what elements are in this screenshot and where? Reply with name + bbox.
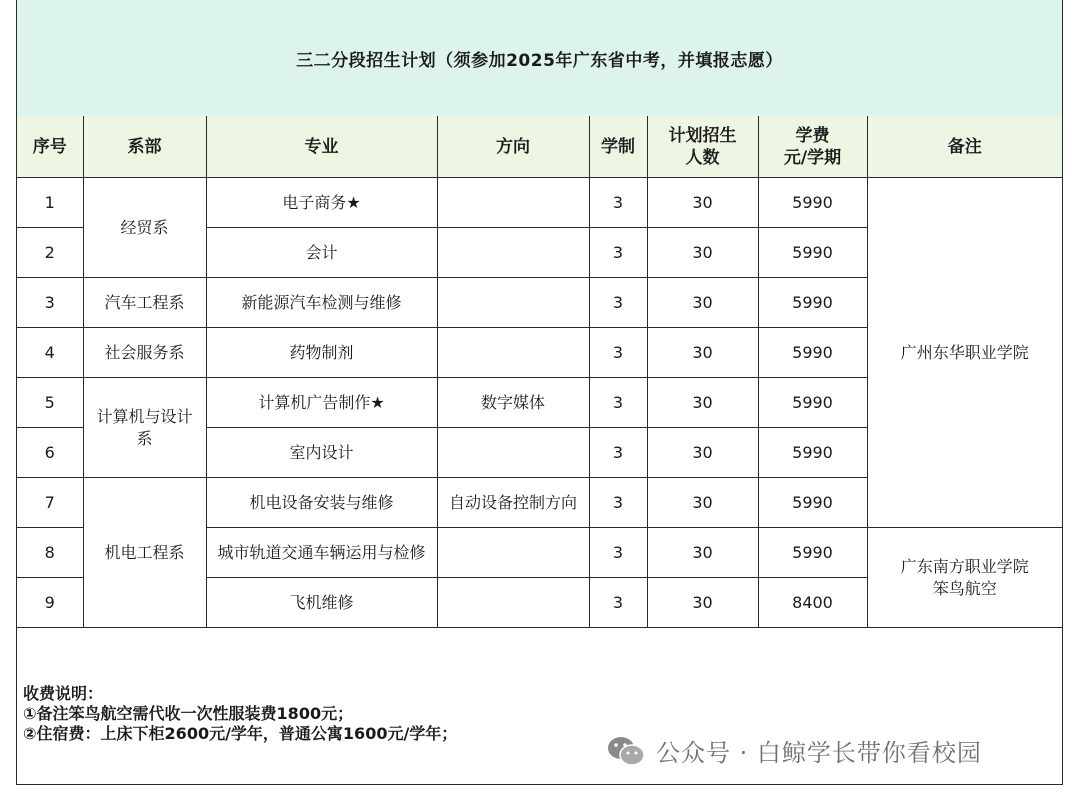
header-direction: 方向 [437,116,589,178]
cell-remark [867,528,1062,628]
cell-quota: 30 [647,428,758,478]
cell-seq: 6 [17,428,83,478]
cell-direction: 自动设备控制方向 [437,478,589,528]
table-row [17,178,1062,228]
header-fee [758,116,867,178]
wechat-icon [606,734,646,768]
cell-quota: 30 [647,578,758,628]
cell-direction [437,178,589,228]
notes-heading: 收费说明： [23,684,104,703]
cell-years: 3 [589,328,647,378]
remark-line1: 广东南方职业学院 [900,556,1029,576]
cell-dept: 机电工程系 [83,478,206,628]
header-quota-line1: 计划招生 [668,125,737,146]
cell-years: 3 [589,578,647,628]
cell-quota: 30 [647,178,758,228]
cell-seq: 2 [17,228,83,278]
enrollment-table [17,116,1062,628]
cell-dept: 计算机与设计系 [83,378,206,478]
cell-dept: 社会服务系 [83,328,206,378]
cell-fee: 5990 [758,478,867,528]
cell-quota: 30 [647,378,758,428]
cell-direction: 数字媒体 [437,378,589,428]
header-quota-line2: 人数 [685,147,720,168]
cell-dept: 汽车工程系 [83,278,206,328]
cell-direction [437,278,589,328]
cell-major: 会计 [206,228,437,278]
cell-seq: 5 [17,378,83,428]
cell-quota: 30 [647,528,758,578]
cell-direction [437,428,589,478]
cell-direction [437,528,589,578]
cell-fee: 5990 [758,178,867,228]
remark-line2: 笨鸟航空 [932,578,997,598]
header-fee-line2: 元/学期 [783,147,842,168]
cell-major: 室内设计 [206,428,437,478]
cell-major: 机电设备安装与维修 [206,478,437,528]
cell-direction [437,228,589,278]
watermark [606,733,982,768]
cell-years: 3 [589,378,647,428]
cell-fee: 5990 [758,528,867,578]
cell-fee: 8400 [758,578,867,628]
cell-years: 3 [589,278,647,328]
cell-years: 3 [589,528,647,578]
cell-seq: 9 [17,578,83,628]
cell-major: 城市轨道交通车辆运用与检修 [206,528,437,578]
page-title: 三二分段招生计划（须参加2025年广东省中考，并填报志愿） [17,0,1062,117]
watermark-text: 公众号 · 白鲸学长带你看校园 [656,739,982,767]
cell-fee: 5990 [758,228,867,278]
notes-line-1: ①备注笨鸟航空需代收一次性服装费1800元； [23,704,354,723]
cell-seq: 7 [17,478,83,528]
cell-major: 药物制剂 [206,328,437,378]
table-header-row [17,116,1062,178]
cell-fee: 5990 [758,378,867,428]
cell-fee: 5990 [758,428,867,478]
cell-years: 3 [589,178,647,228]
cell-years: 3 [589,428,647,478]
enrollment-sheet [16,0,1063,785]
cell-seq: 8 [17,528,83,578]
cell-fee: 5990 [758,328,867,378]
notes-line-2: ②住宿费：上床下柜2600元/学年，普通公寓1600元/学年； [23,724,458,743]
header-remark: 备注 [867,116,1062,178]
cell-fee: 5990 [758,278,867,328]
header-seq: 序号 [17,116,83,178]
header-years: 学制 [589,116,647,178]
cell-quota: 30 [647,328,758,378]
header-major: 专业 [206,116,437,178]
cell-direction [437,578,589,628]
cell-quota: 30 [647,278,758,328]
cell-quota: 30 [647,228,758,278]
cell-direction [437,328,589,378]
cell-major: 飞机维修 [206,578,437,628]
cell-major: 计算机广告制作★ [206,378,437,428]
cell-seq: 1 [17,178,83,228]
cell-remark: 广州东华职业学院 [867,178,1062,528]
cell-quota: 30 [647,478,758,528]
cell-major: 新能源汽车检测与维修 [206,278,437,328]
cell-seq: 3 [17,278,83,328]
cell-seq: 4 [17,328,83,378]
cell-years: 3 [589,228,647,278]
cell-years: 3 [589,478,647,528]
cell-dept: 经贸系 [83,178,206,278]
header-dept: 系部 [83,116,206,178]
header-fee-line1: 学费 [795,125,830,146]
cell-major: 电子商务★ [206,178,437,228]
header-quota [647,116,758,178]
